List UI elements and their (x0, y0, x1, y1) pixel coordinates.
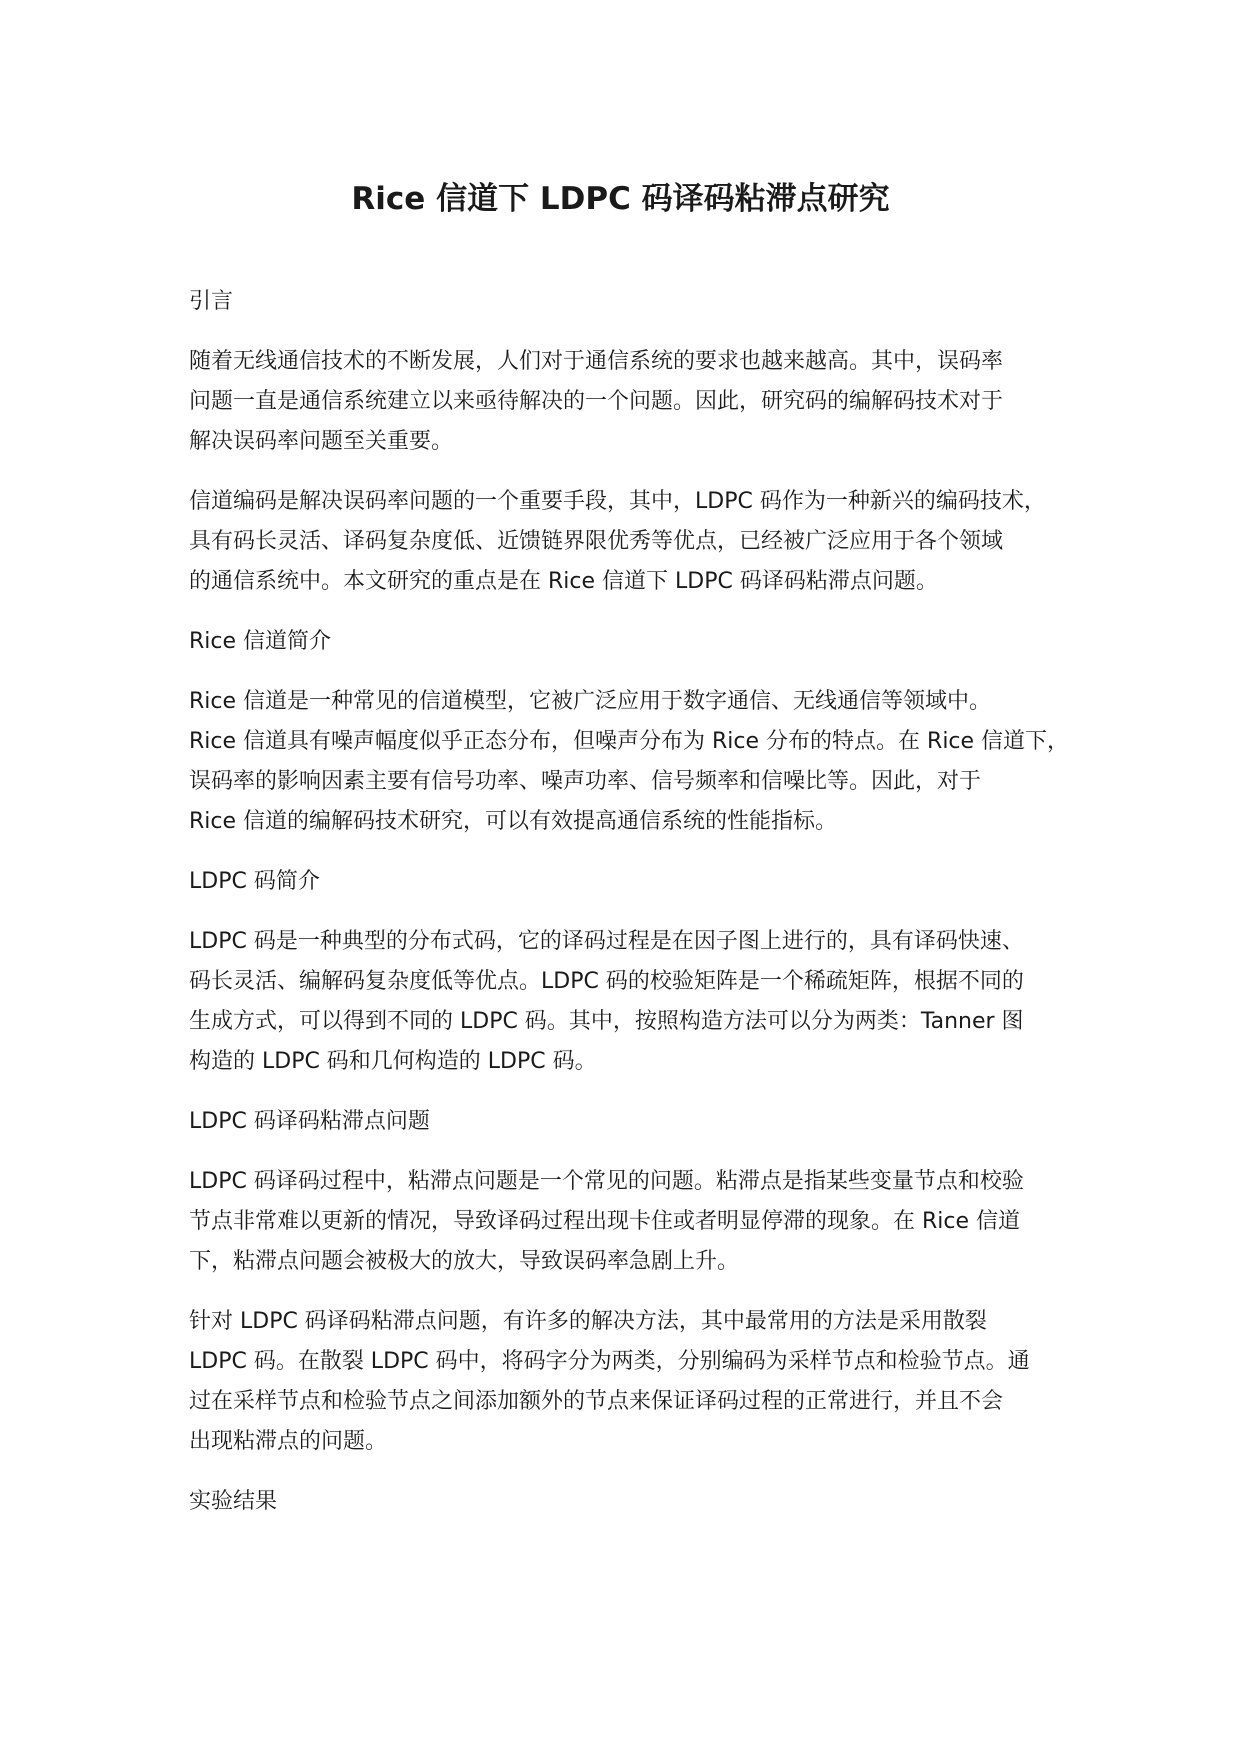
section-heading: LDPC 码译码粘滞点问题 (189, 1109, 430, 1134)
text-line: Rice 信道的编解码技术研究，可以有效提高通信系统的性能指标。 (189, 809, 838, 834)
text-line: LDPC 码。在散裂 LDPC 码中，将码字分为两类，分别编码为采样节点和检验节点。通 (189, 1349, 1030, 1374)
text-line: 解决误码率问题至关重要。 (189, 429, 454, 454)
text-line: 信道编码是解决误码率问题的一个重要手段，其中，LDPC 码作为一种新兴的编码技术， (189, 489, 1046, 514)
section-heading: Rice 信道简介 (189, 629, 332, 654)
section-heading: 引言 (189, 289, 234, 314)
text-line: Rice 信道是一种常见的信道模型，它被广泛应用于数字通信、无线通信等领域中。 (189, 689, 992, 714)
text-line: 码长灵活、编解码复杂度低等优点。LDPC 码的校验矩阵是一个稀疏矩阵，根据不同的 (189, 969, 1024, 994)
text-line: 生成方式，可以得到不同的 LDPC 码。其中，按照构造方法可以分为两类：Tanner 图 (189, 1009, 1024, 1034)
text-line: LDPC 码译码过程中，粘滞点问题是一个常见的问题。粘滞点是指某些变量节点和校验 (189, 1169, 1024, 1194)
section-heading: LDPC 码简介 (189, 869, 320, 894)
text-line: 随着无线通信技术的不断发展，人们对于通信系统的要求也越来越高。其中，误码率 (189, 349, 1004, 374)
text-line: 问题一直是通信系统建立以来亟待解决的一个问题。因此，研究码的编解码技术对于 (189, 389, 1004, 414)
section-heading: 实验结果 (189, 1489, 278, 1514)
text-line: LDPC 码是一种典型的分布式码，它的译码过程是在因子图上进行的，具有译码快速、 (189, 929, 1024, 954)
paragraph (189, 682, 1079, 842)
text-line: 出现粘滞点的问题。 (189, 1429, 388, 1454)
section-introduction (189, 282, 1079, 602)
text-line: 下，粘滞点问题会被极大的放大，导致误码率急剧上升。 (189, 1249, 740, 1274)
text-line: 具有码长灵活、译码复杂度低、近馈链界限优秀等优点，已经被广泛应用于各个领域 (189, 529, 1004, 554)
text-line: 过在采样节点和检验节点之间添加额外的节点来保证译码过程的正常进行，并且不会 (189, 1389, 1004, 1414)
section-stuck-points (189, 1102, 1079, 1462)
text-line: 节点非常难以更新的情况，导致译码过程出现卡住或者明显停滞的现象。在 Rice 信道 (189, 1209, 1021, 1234)
section-ldpc-intro (189, 862, 1079, 1082)
paragraph (189, 1302, 1079, 1462)
paragraph (189, 482, 1079, 602)
section-rice-channel (189, 622, 1079, 842)
text-line: 针对 LDPC 码译码粘滞点问题，有许多的解决方法，其中最常用的方法是采用散裂 (189, 1309, 987, 1334)
paragraph (189, 922, 1079, 1082)
document-title: Rice 信道下 LDPC 码译码粘滞点研究 (351, 181, 890, 217)
document-body (189, 282, 1079, 1542)
paragraph (189, 342, 1079, 462)
section-experiment-results (189, 1482, 1079, 1522)
text-line: 误码率的影响因素主要有信号功率、噪声功率、信号频率和信噪比等。因此，对于 (189, 769, 982, 794)
paragraph (189, 1162, 1079, 1282)
text-line: Rice 信道具有噪声幅度似乎正态分布，但噪声分布为 Rice 分布的特点。在 Rice 信道下， (189, 729, 1070, 754)
text-line: 构造的 LDPC 码和几何构造的 LDPC 码。 (189, 1049, 597, 1074)
text-line: 的通信系统中。本文研究的重点是在 Rice 信道下 LDPC 码译码粘滞点问题。 (189, 569, 938, 594)
